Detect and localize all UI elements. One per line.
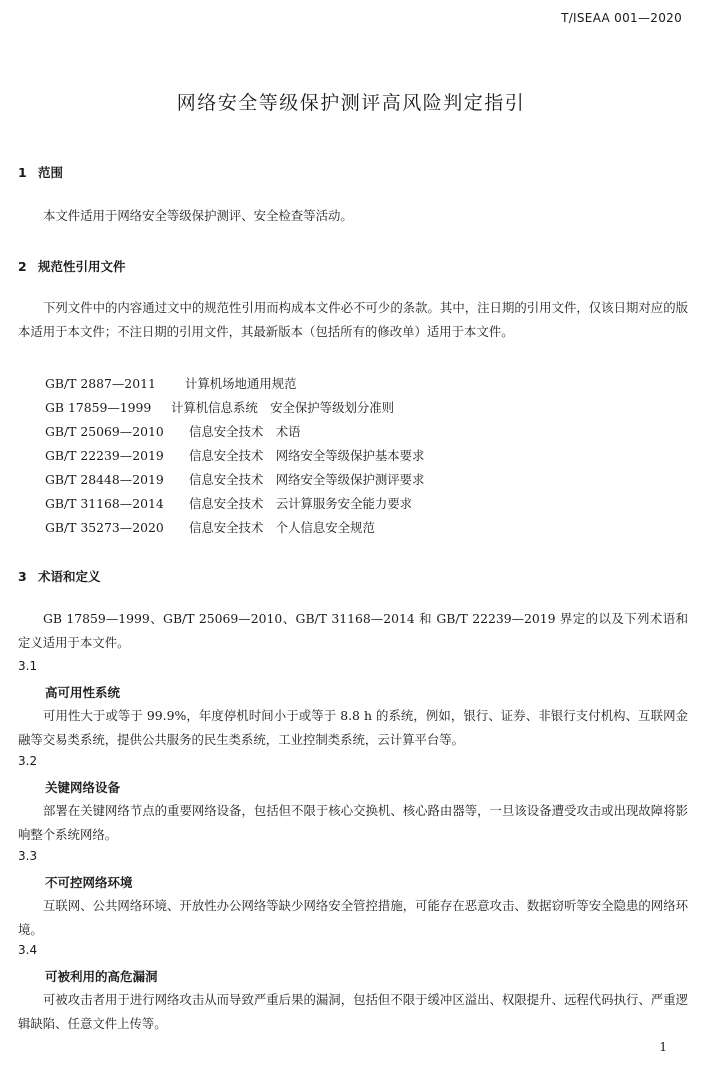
reference-code: GB/T 2887—2011 — [45, 376, 156, 391]
reference-item — [45, 374, 297, 392]
reference-name: 信息安全技术 网络安全等级保护基本要求 — [189, 448, 425, 463]
section-3-number: 3 — [18, 569, 27, 584]
reference-code: GB/T 31168—2014 — [45, 496, 164, 511]
reference-name: 信息安全技术 术语 — [189, 424, 301, 439]
section-2-number: 2 — [18, 259, 27, 274]
term-name: 不可控网络环境 — [45, 875, 133, 890]
term-definition: 可用性大于或等于 99.9%，年度停机时间小于或等于 8.8 h 的系统，例如，银行、证券、非银行支付机构、互联网金融等交易类系统，提供公共服务的民生类系统，工业控制类系统，云计算平台等。 — [18, 708, 688, 747]
reference-name: 计算机场地通用规范 — [185, 376, 297, 391]
reference-item — [45, 398, 394, 416]
reference-item — [45, 494, 412, 512]
section-1-title: 范围 — [38, 165, 64, 180]
term-name: 可被利用的高危漏洞 — [45, 969, 158, 984]
section-1-body: 本文件适用于网络安全等级保护测评、安全检查等活动。 — [43, 208, 353, 223]
section-1-heading — [18, 163, 63, 181]
section-2-title: 规范性引用文件 — [38, 259, 126, 274]
term-definition: 互联网、公共网络环境、开放性办公网络等缺少网络安全管控措施，可能存在恶意攻击、数据窃听等安全隐患的网络环境。 — [18, 898, 688, 937]
section-2-heading — [18, 257, 126, 275]
term-definition: 部署在关键网络节点的重要网络设备，包括但不限于核心交换机、核心路由器等，一旦该设备遭受攻击或出现故障将影响整个系统网络。 — [18, 803, 688, 842]
term-name: 关键网络设备 — [45, 780, 121, 795]
term-number: 3.1 — [18, 659, 38, 673]
section-3-body: GB 17859—1999、GB/T 25069—2010、GB/T 31168—2014 和 GB/T 22239—2019 界定的以及下列术语和定义适用于本文件。 — [18, 611, 688, 650]
reference-name: 信息安全技术 云计算服务安全能力要求 — [189, 496, 413, 511]
reference-code: GB/T 28448—2019 — [45, 472, 164, 487]
term-number: 3.3 — [18, 849, 38, 863]
reference-item — [45, 422, 301, 440]
standard-code: T/ISEAA 001—2020 — [561, 11, 682, 25]
reference-code: GB/T 22239—2019 — [45, 448, 164, 463]
reference-name: 信息安全技术 网络安全等级保护测评要求 — [189, 472, 425, 487]
page-number: 1 — [659, 1040, 667, 1054]
term-name: 高可用性系统 — [45, 685, 121, 700]
reference-item — [45, 446, 424, 464]
section-1-number: 1 — [18, 165, 27, 180]
reference-code: GB 17859—1999 — [45, 400, 152, 415]
reference-name: 信息安全技术 个人信息安全规范 — [189, 520, 375, 535]
term-number: 3.2 — [18, 754, 38, 768]
section-3-title: 术语和定义 — [38, 569, 101, 584]
reference-item — [45, 518, 375, 536]
section-2-body: 下列文件中的内容通过文中的规范性引用而构成本文件必不可少的条款。其中，注日期的引用文件，仅该日期对应的版本适用于本文件；不注日期的引用文件，其最新版本（包括所有的修改单）适用于本文件。 — [18, 300, 688, 339]
reference-code: GB/T 25069—2010 — [45, 424, 164, 439]
reference-name: 计算机信息系统 安全保护等级划分准则 — [171, 400, 395, 415]
reference-code: GB/T 35273—2020 — [45, 520, 164, 535]
section-3-heading — [18, 567, 101, 585]
term-definition: 可被攻击者用于进行网络攻击从而导致严重后果的漏洞，包括但不限于缓冲区溢出、权限提升、远程代码执行、严重逻辑缺陷、任意文件上传等。 — [18, 992, 688, 1031]
reference-item — [45, 470, 424, 488]
term-number: 3.4 — [18, 943, 38, 957]
document-title: 网络安全等级保护测评高风险判定指引 — [176, 92, 526, 114]
